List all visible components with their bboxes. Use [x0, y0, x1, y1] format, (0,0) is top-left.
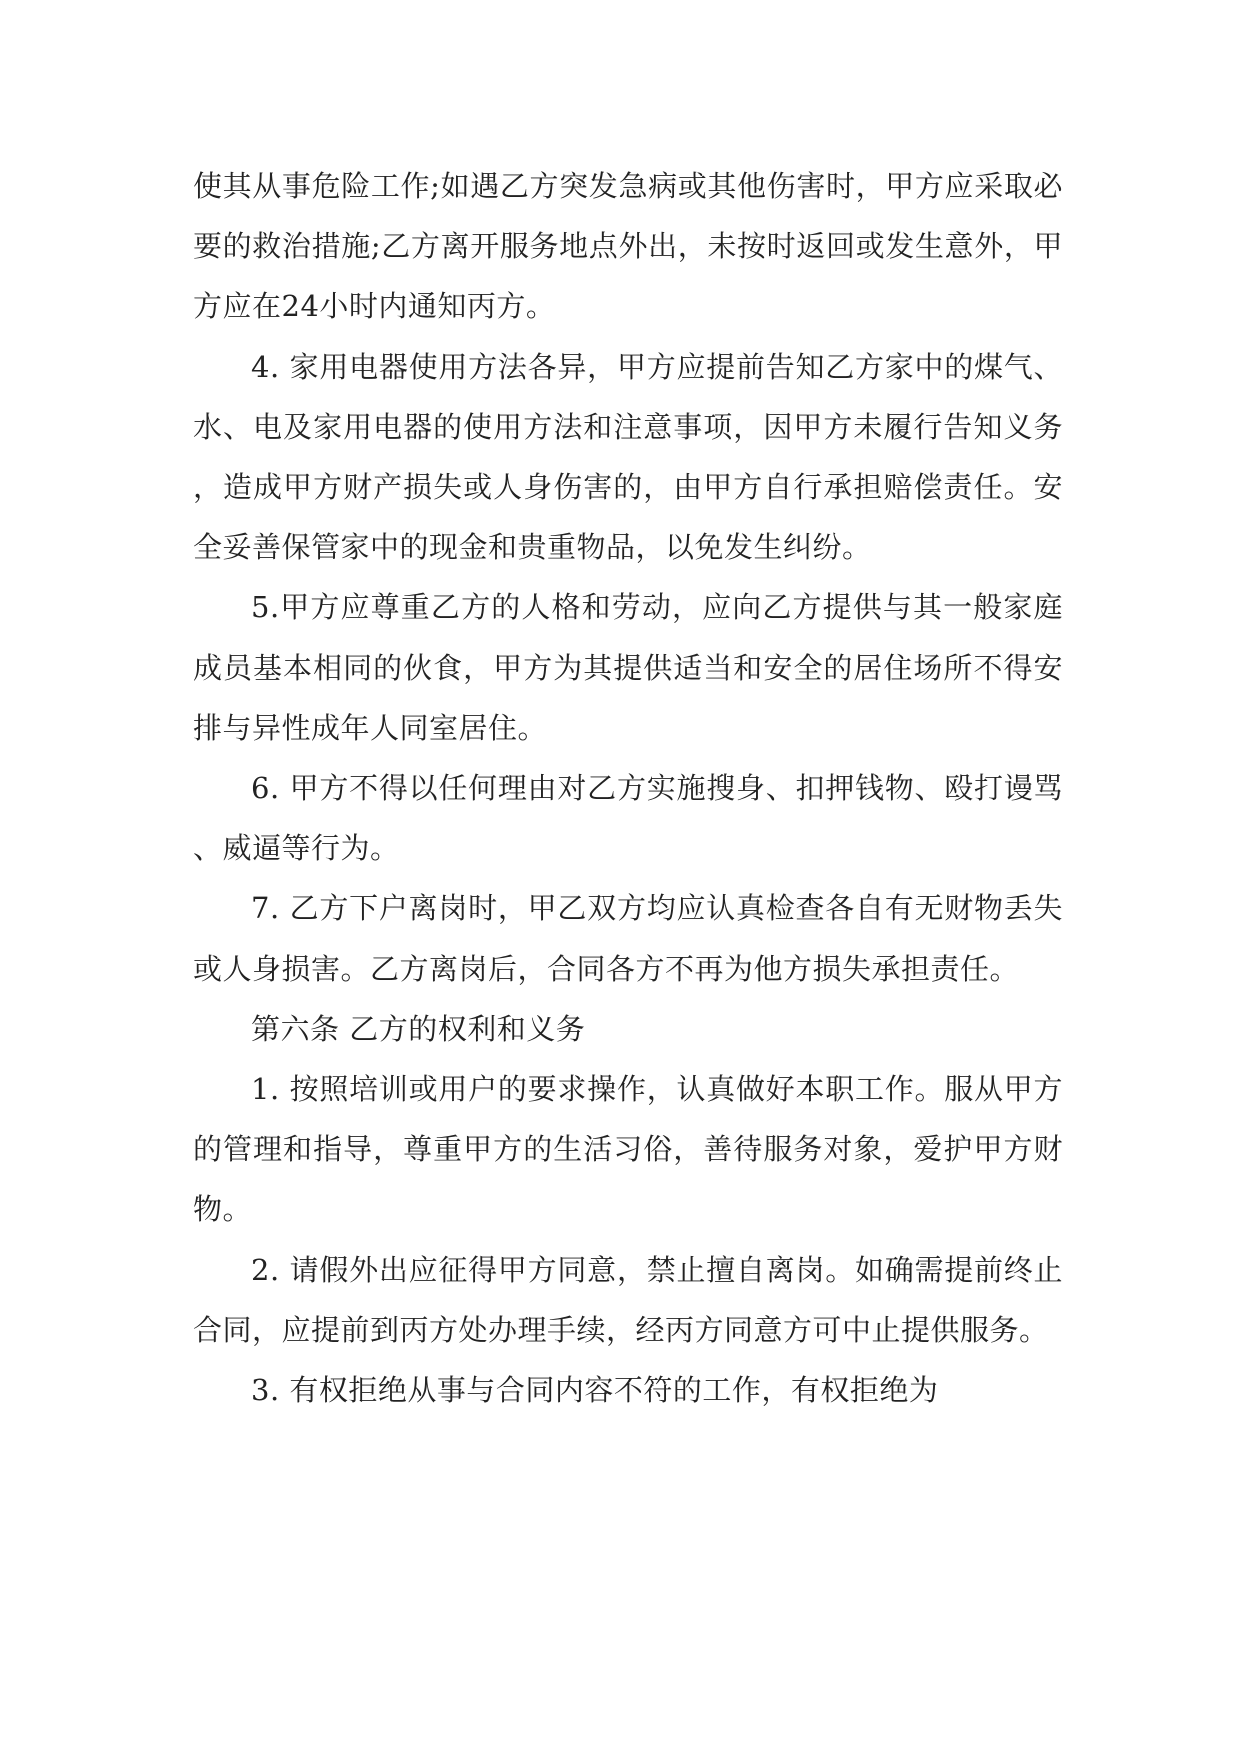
paragraph-item-6: 6. 甲方不得以任何理由对乙方实施搜身、扣押钱物、殴打谩骂、威逼等行为。: [193, 771, 1063, 866]
paragraph-item-7: 7. 乙方下户离岗时，甲乙双方均应认真检查各自有无财物丢失或人身损害。乙方离岗后，合同各方不再为他方损失承担责任。: [193, 891, 1063, 986]
paragraph-item-2: 2. 请假外出应征得甲方同意，禁止擅自离岗。如确需提前终止合同，应提前到丙方处办理手续，经丙方同意方可中止提供服务。: [193, 1252, 1063, 1347]
section-heading-article-6: 第六条 乙方的权利和义务: [251, 1011, 586, 1046]
paragraph-item-4: 4. 家用电器使用方法各异，甲方应提前告知乙方家中的煤气、水、电及家用电器的使用方法和注意事项，因甲方未履行告知义务，造成甲方财产损失或人身伤害的，由甲方自行承担赔偿责任。安全妥善保管家中的现金和贵重物品，以免发生纠纷。: [193, 349, 1063, 565]
document-body: [193, 156, 1063, 1420]
paragraph-continuation: 使其从事危险工作;如遇乙方突发急病或其他伤害时，甲方应采取必要的救治措施;乙方离开服务地点外出，未按时返回或发生意外，甲方应在24小时内通知丙方。: [193, 169, 1063, 324]
paragraph-item-3: 3. 有权拒绝从事与合同内容不符的工作，有权拒绝为: [251, 1373, 939, 1408]
paragraph-item-5: 5.甲方应尊重乙方的人格和劳动，应向乙方提供与其一般家庭成员基本相同的伙食，甲方为其提供适当和安全的居住场所不得安排与异性成年人同室居住。: [193, 590, 1063, 745]
paragraph-item-1: 1. 按照培训或用户的要求操作，认真做好本职工作。服从甲方的管理和指导，尊重甲方的生活习俗，善待服务对象，爱护甲方财物。: [193, 1072, 1063, 1227]
